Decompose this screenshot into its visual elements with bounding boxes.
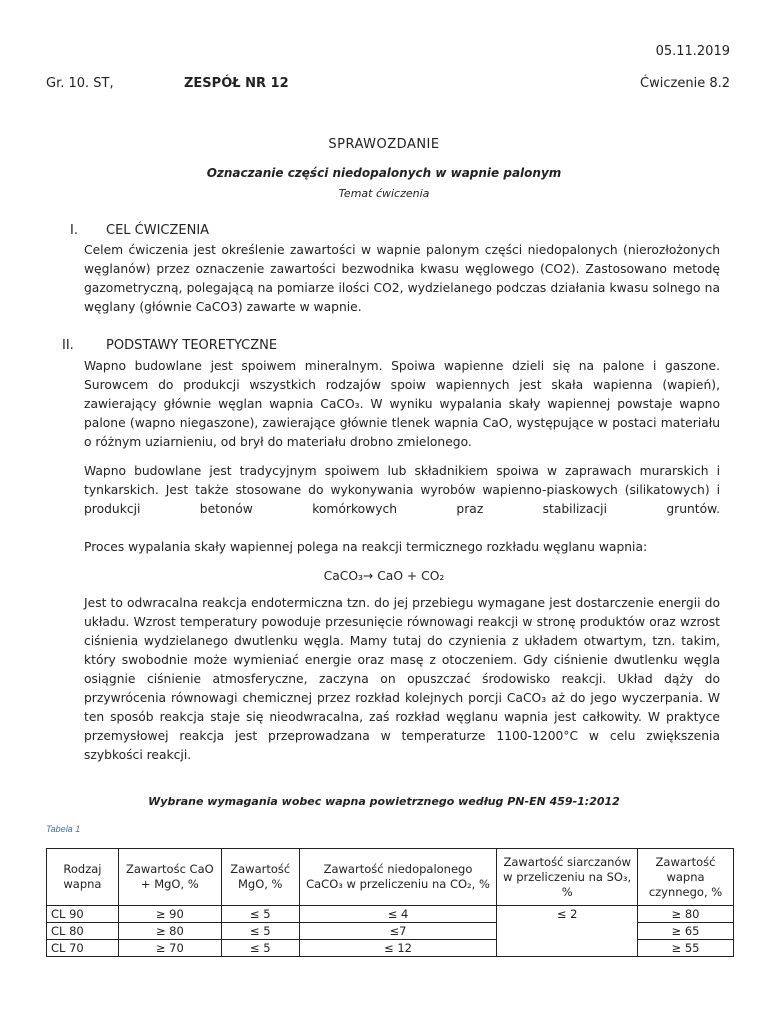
cell-sulfates: ≤ 2 — [497, 906, 638, 957]
document-subtitle-note: Temat ćwiczenia — [338, 187, 430, 200]
document-subtitle: Oznaczanie części niedopalonych w wapnie palonym — [206, 166, 562, 180]
section-1-paragraph: Celem ćwiczenia jest określenie zawartości w wapnie palonym części niedopalonych (nierozłożonych węglanów) przez oznaczenie zawartości bezwodnika kwasu węglowego (CO2). Zastosowano metodę gazometryczną, polegającą na pomiarze ilości CO2, wydzielanego podczas działania kwasu solnego na węglany (głównie CaCO3) zawarte w wapnie. — [84, 243, 720, 314]
cell-lime-type: CL 70 — [47, 940, 119, 957]
cell-lime-type: CL 80 — [47, 923, 119, 940]
header-mgo: Zawartość MgO, % — [221, 849, 299, 906]
requirements-table — [46, 848, 734, 957]
group-label: Gr. 10. ST, — [46, 76, 114, 91]
reaction-equation: CaCO₃→ CaO + CO₂ — [323, 569, 445, 583]
section-2-paragraph-3: Proces wypalania skały wapiennej polega na reakcji termicznego rozkładu węglanu wapnia: — [84, 540, 648, 554]
section-2-paragraph-4: Jest to odwracalna reakcja endotermiczna tzn. do jej przebiegu wymagane jest dostarczenie energii do układu. Wzrost temperatury powoduje przesunięcie równowagi reakcji w stronę produktów oraz wzrost ciśnienia wydzielanego dwutlenku węgla. Mamy tutaj do czynienia z układem otwartym, tzn. takim, który swobodnie może wymieniać energie oraz masę z otoczeniem. Gdy ciśnienie dwutlenku węgla osiągnie ciśnienie atmosferyczne, zaczyna on opuszczać środowisko reakcji. Układ dąży do przywrócenia równowagi chemicznej przez rozkład kolejnych porcji CaCO₃ aż do jego wyczerpania. W ten sposób reakcja staje się nieodwracalna, zaś rozkład węglanu wapnia jest całkowity. W praktyce przemysłowej reakcja jest przeprowadzana w temperaturze 1100-1200°C w celu zwiększenia szybkości reakcji. — [84, 596, 720, 762]
exercise-label: Ćwiczenie 8.2 — [640, 76, 730, 91]
cell-active-lime: ≥ 80 — [638, 906, 734, 923]
cell-mgo: ≤ 5 — [221, 940, 299, 957]
team-label: ZESPÓŁ NR 12 — [184, 76, 289, 91]
table-caption: Wybrane wymagania wobec wapna powietrznego według PN-EN 459-1:2012 — [148, 795, 620, 808]
cell-unburnt-caco3: ≤ 4 — [299, 906, 497, 923]
table-row — [47, 906, 734, 923]
cell-unburnt-caco3: ≤ 12 — [299, 940, 497, 957]
cell-mgo: ≤ 5 — [221, 923, 299, 940]
document-title: SPRAWOZDANIE — [328, 137, 440, 152]
cell-unburnt-caco3: ≤7 — [299, 923, 497, 940]
header-unburnt-caco3: Zawartość niedopalonego CaCO₃ w przeliczeniu na CO₂, % — [299, 849, 497, 906]
section-1-number: I. — [70, 223, 78, 238]
section-2-number: II. — [62, 338, 74, 353]
header-sulfates: Zawartość siarczanów w przeliczeniu na SO₃, % — [497, 849, 638, 906]
cell-cao-mgo: ≥ 70 — [118, 940, 221, 957]
table-header-row — [47, 849, 734, 906]
header-cao-mgo: Zawartośc CaO + MgO, % — [118, 849, 221, 906]
section-1-title: CEL ĆWICZENIA — [106, 223, 210, 238]
cell-mgo: ≤ 5 — [221, 906, 299, 923]
section-2-paragraph-1: Wapno budowlane jest spoiwem mineralnym. Spoiwa wapienne dzieli się na palone i gaszone. Surowcem do produkcji wszystkich rodzajów spoiw wapiennych jest skała wapienna (wapień), zawierający głównie węglan wapnia CaCO₃. W wyniku wypalania skały wapiennej powstaje wapno palone (wapno niegaszone), zawierające głównie tlenek wapnia CaO, występujące w postaci materiału o różnym uziarnieniu, od brył do materiału drobno zmielonego. — [84, 359, 720, 449]
document-date: 05.11.2019 — [655, 44, 730, 59]
section-2-title: PODSTAWY TEORETYCZNE — [106, 338, 278, 353]
header-lime-type: Rodzaj wapna — [47, 849, 119, 906]
header-active-lime: Zawartość wapna czynnego, % — [638, 849, 734, 906]
cell-cao-mgo: ≥ 90 — [118, 906, 221, 923]
cell-cao-mgo: ≥ 80 — [118, 923, 221, 940]
table-label: Tabela 1 — [46, 824, 81, 834]
cell-lime-type: CL 90 — [47, 906, 119, 923]
section-2-paragraph-2: Wapno budowlane jest tradycyjnym spoiwem lub składnikiem spoiwa w zaprawach murarskich i tynkarskich. Jest także stosowane do wykonywania wyrobów wapienno-piaskowych (silikatowych) i produkcji betonów komórkowych praz stabilizacji gruntów. — [84, 464, 720, 516]
cell-active-lime: ≥ 65 — [638, 923, 734, 940]
cell-active-lime: ≥ 55 — [638, 940, 734, 957]
